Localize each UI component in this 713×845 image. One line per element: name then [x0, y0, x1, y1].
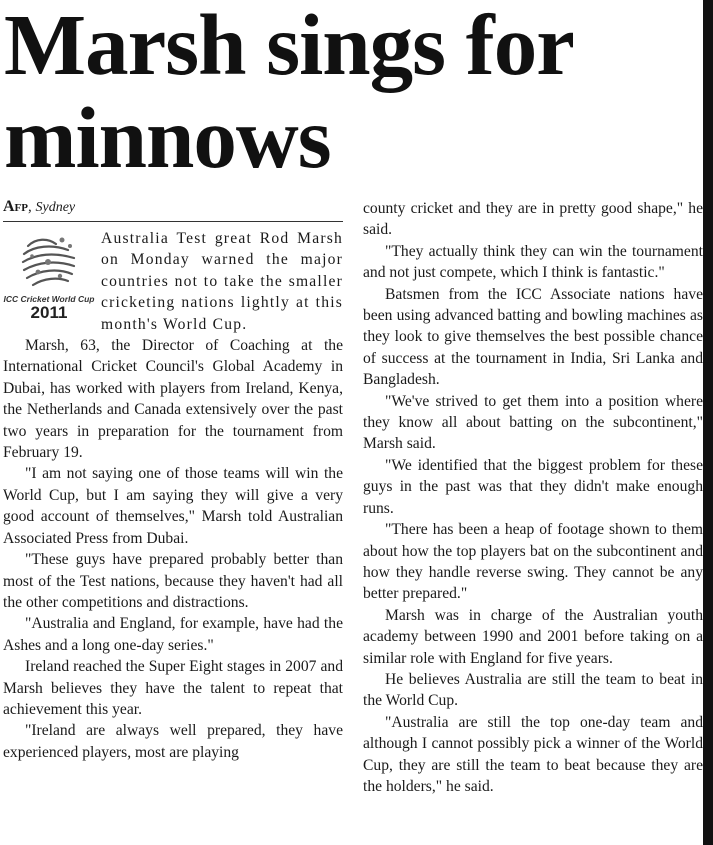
- article-body-right: [363, 198, 703, 797]
- paragraph-left-4: "These guys have prepared probably better than most of the Test nations, because they haven't had all the other competitions and distractions.: [3, 551, 343, 611]
- byline: [3, 198, 343, 222]
- article-column-left: [3, 198, 343, 763]
- paragraph-left-7: "Ireland are always well prepared, they have experienced players, most are playing: [3, 722, 343, 761]
- paragraph-left-3: "I am not saying one of those teams will win the World Cup, but I am saying they will give a very good account of themselves," Marsh told Australian Associated Press from Dubai.: [3, 465, 343, 547]
- paragraph-right-1: county cricket and they are in pretty good shape," he said.: [363, 200, 703, 239]
- logo-text-year: 2011: [30, 303, 68, 322]
- world-cup-emblem-icon: [18, 232, 80, 294]
- byline-place: Sydney: [35, 200, 76, 215]
- byline-agency: Afp: [3, 198, 28, 215]
- byline-comma: ,: [28, 199, 36, 215]
- paragraph-right-3: Batsmen from the ICC Associate nations have been using advanced batting and bowling machines as they look to give themselves the best possible chance of success at the tournament in India, Sri Lanka and Bangladesh.: [363, 285, 703, 389]
- article-column-right: [363, 198, 703, 797]
- logo-text-line1: ICC Cricket World Cup: [3, 294, 95, 304]
- paragraph-left-2: Marsh, 63, the Director of Coaching at the International Cricket Council's Global Academy in Dubai, has worked with players from Ireland, Kenya, the Netherlands and Canada extensively over the past two years in preparation for the tournament from February 19.: [3, 337, 343, 462]
- paragraph-left-5: "Australia and England, for example, have had the Ashes and a long one-day series.": [3, 615, 343, 654]
- paragraph-right-7: Marsh was in charge of the Australian youth academy between 1990 and 2001 before taking on a similar role with England for five years.: [363, 606, 703, 667]
- headline: Marsh sings for minnows: [4, 0, 573, 186]
- article-body-left: [3, 228, 343, 763]
- paragraph-right-8: He believes Australia are still the team to beat in the World Cup.: [363, 670, 703, 710]
- paragraph-right-4: "We've strived to get them into a position where they know all about batting on the subcontinent," Marsh said.: [363, 392, 703, 453]
- paragraph-right-2: "They actually think they can win the tournament and not just compete, which I think is fantastic.": [363, 242, 703, 282]
- paragraph-left-1: Australia Test great Rod Marsh on Monday warned the major countries not to take the smaller cricketing nations lightly at this month's World Cup.: [101, 230, 343, 333]
- page-edge-rule: [703, 0, 713, 845]
- paragraph-right-9: "Australia are still the top one-day team and although I cannot possibly pick a winner of the World Cup, they are still the team to beat because they are the holders," he said.: [363, 713, 703, 795]
- world-cup-logo: [3, 228, 95, 332]
- paragraph-right-5: "We identified that the biggest problem for these guys in the past was that they didn't make enough runs.: [363, 456, 703, 517]
- paragraph-right-6: "There has been a heap of footage shown to them about how the top players bat on the subcontinent and how they handle reverse swing. They cannot be any better prepared.": [363, 521, 703, 603]
- paragraph-left-6: Ireland reached the Super Eight stages in 2007 and Marsh believes they have the talent to repeat that achievement this year.: [3, 658, 343, 718]
